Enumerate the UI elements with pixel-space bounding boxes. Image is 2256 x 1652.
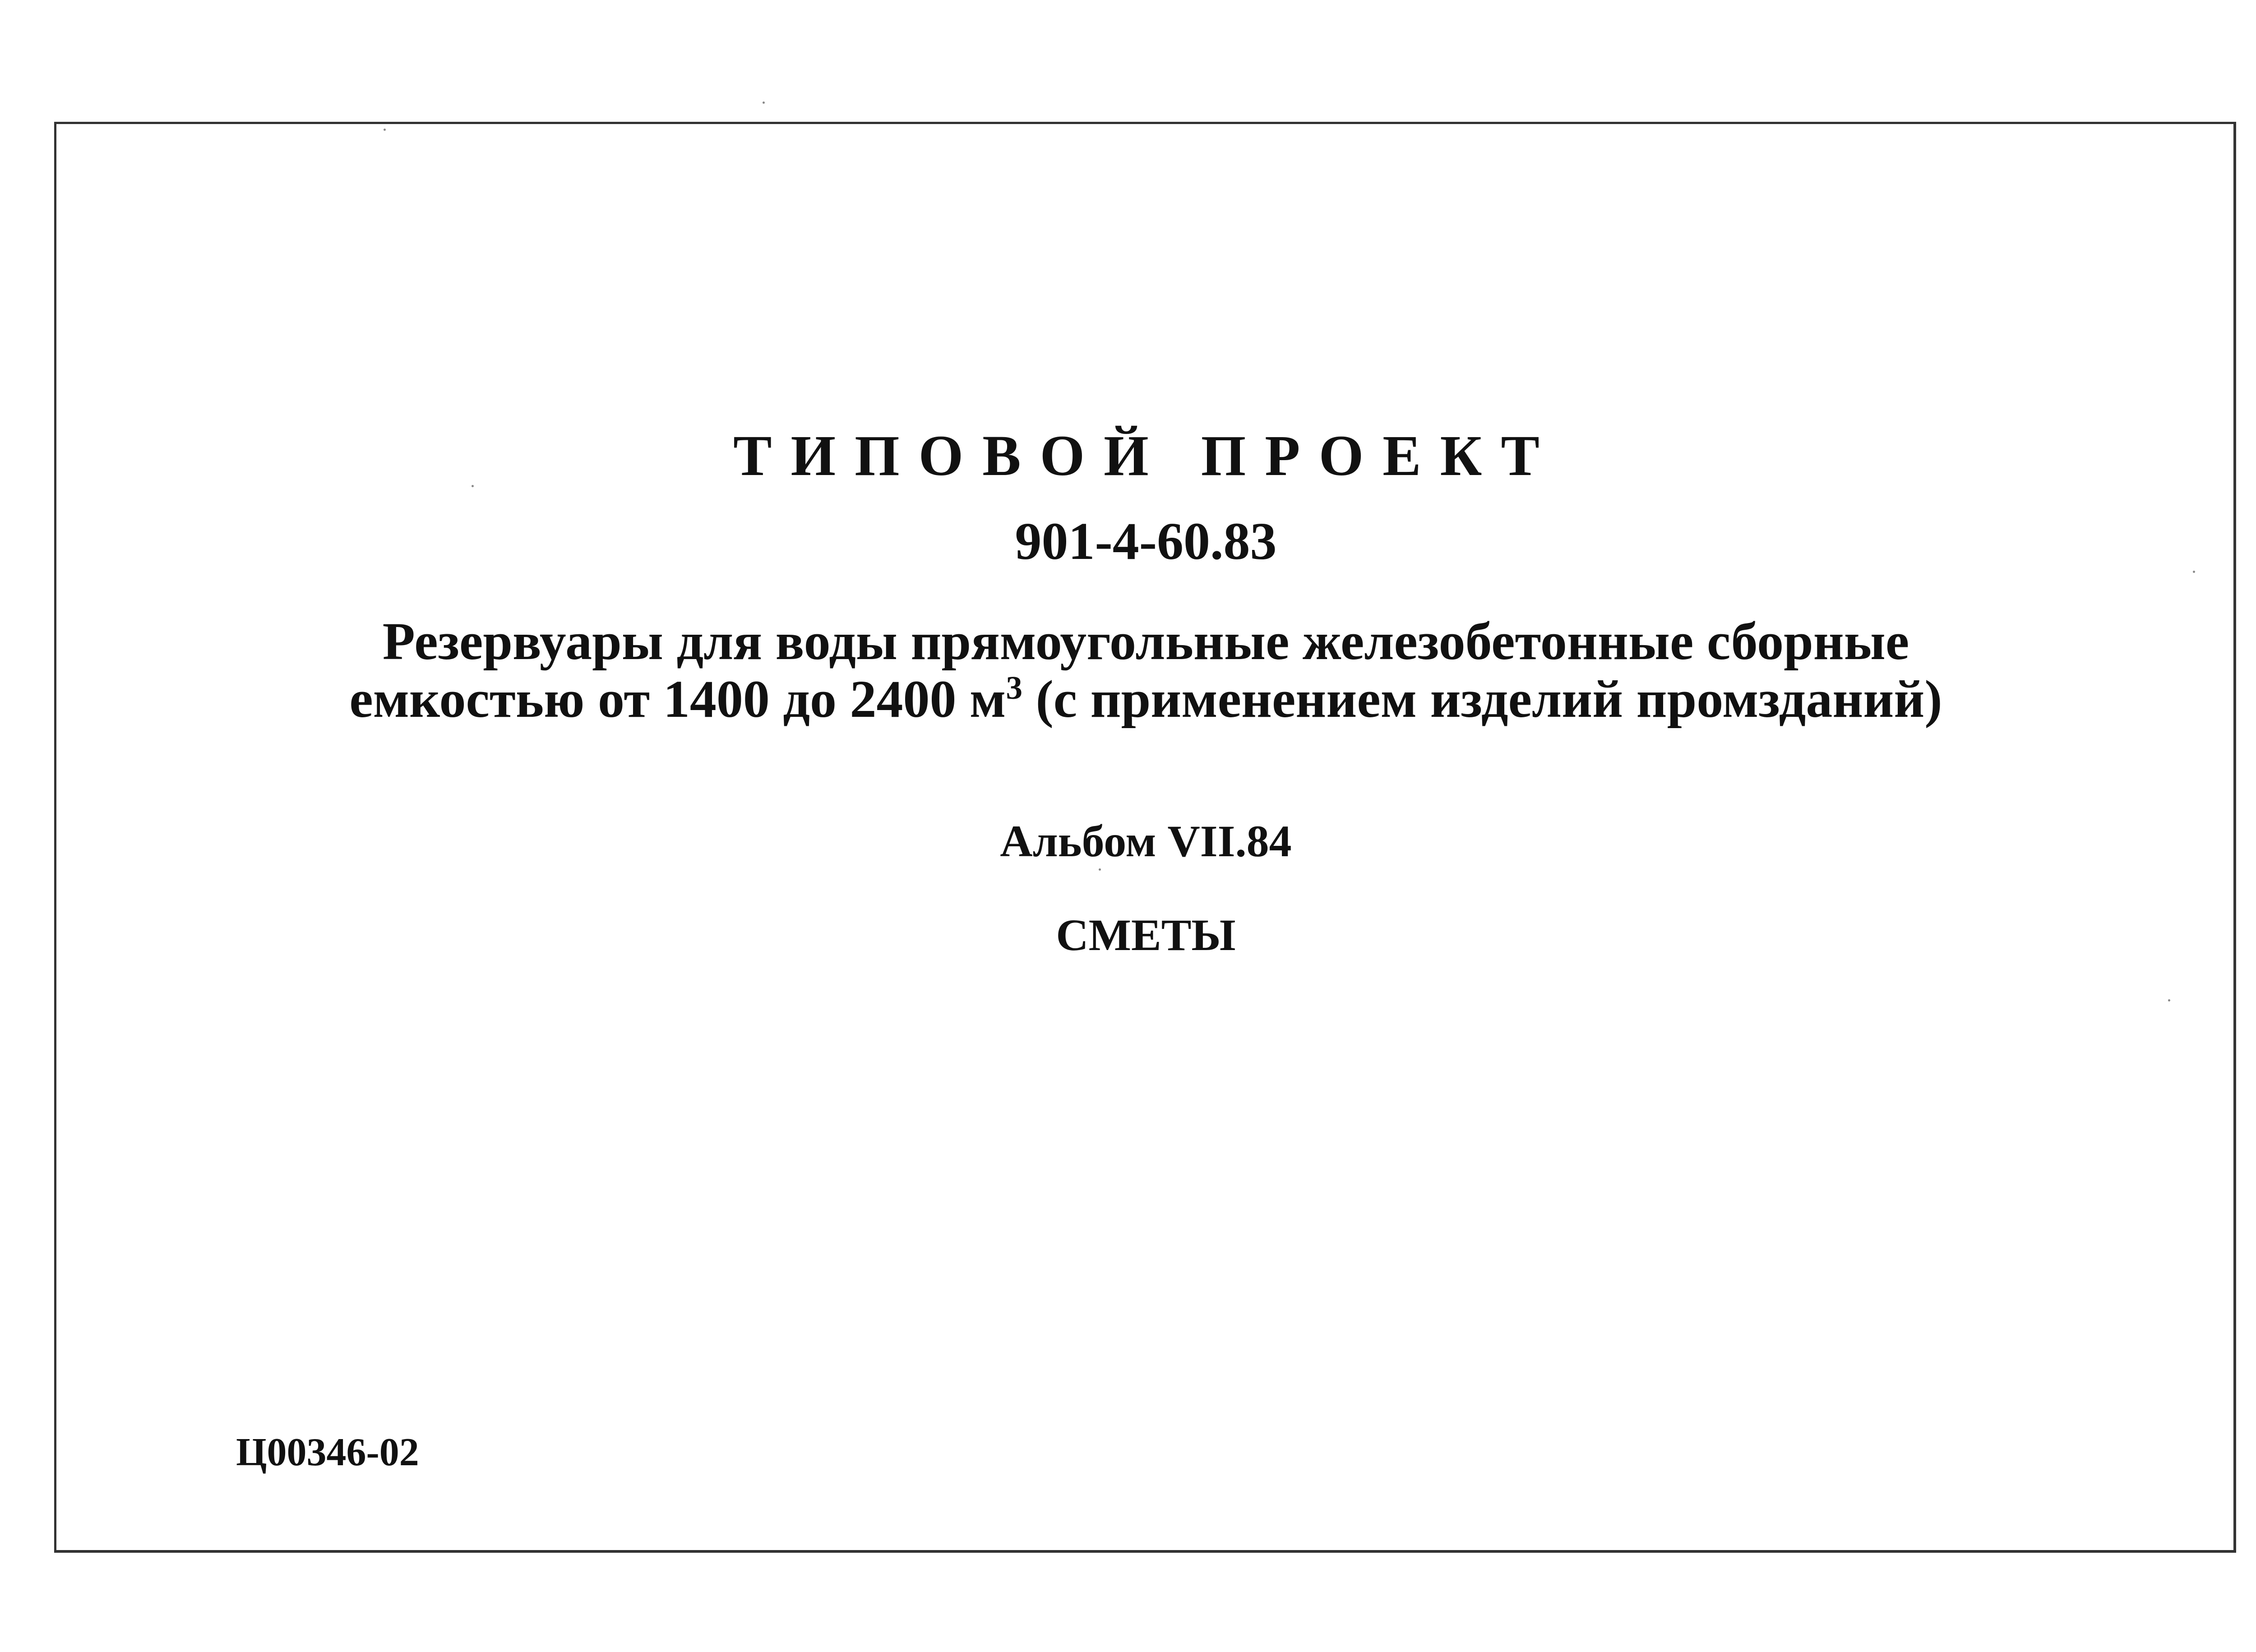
document-code: Ц00346-02 xyxy=(236,1431,419,1474)
cubic-superscript: 3 xyxy=(1006,669,1023,706)
scan-speck xyxy=(763,102,765,104)
title-line-2-end: (с применением изделий промзданий) xyxy=(1022,669,1942,729)
document-title-line-1: Резервуары для воды прямоугольные железобетонные сборные xyxy=(382,612,1909,671)
section-label: СМЕТЫ xyxy=(1056,910,1236,960)
project-number: 901-4-60.83 xyxy=(1015,512,1277,571)
document-title xyxy=(0,613,2256,728)
document-type-heading: ТИПОВОЙ ПРОЕКТ xyxy=(733,424,1558,488)
scan-speck xyxy=(384,129,386,131)
album-label: Альбом VII.84 xyxy=(1000,816,1292,866)
title-line-2-start: емкостью от 1400 до 2400 м xyxy=(349,669,1006,729)
scan-speck xyxy=(2168,999,2170,1001)
document-title-line-2 xyxy=(0,670,2256,728)
